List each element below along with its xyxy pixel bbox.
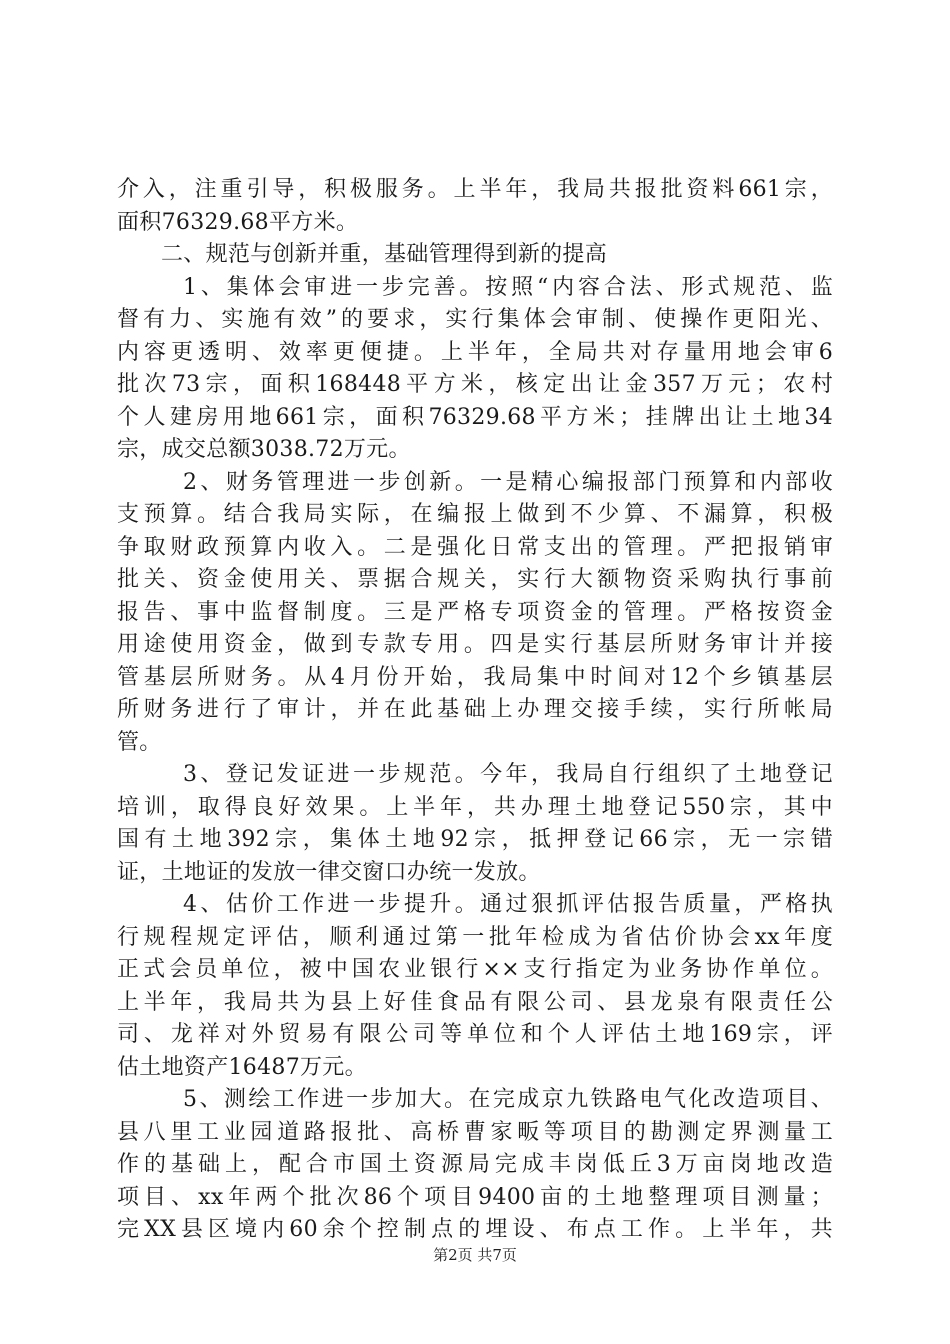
text-line: 内容更透明、效率更便捷。上半年，全局共对存量用地会审6 [117,339,833,365]
text-line: 作的基础上，配合市国土资源局完成丰岗低丘3万亩岗地改造 [117,1152,833,1177]
text-line: 介入，注重引导，积极服务。上半年，我局共报批资料661宗， [117,177,833,202]
text-line: 行规程规定评估，顺利通过第一批年检成为省估价协会xx年度 [117,924,833,950]
text-line: 支预算。结合我局实际，在编报上做到不少算、不漏算，积极 [117,502,833,527]
text-line: 项目、xx年两个批次86个项目9400亩的土地整理项目测量； [117,1184,833,1210]
text-line: 估土地资产16487万元。 [117,1054,367,1080]
text-line: 司、龙祥对外贸易有限公司等单位和个人评估土地169宗，评 [117,1022,833,1047]
text-line: 1、集体会审进一步完善。按照“内容合法、形式规范、监 [183,274,833,300]
text-line: 县八里工业园道路报批、高桥曹家畈等项目的勘测定界测量工 [117,1119,833,1145]
text-line: 督有力、实施有效”的要求，实行集体会审制、使操作更阳光、 [117,307,833,332]
text-line: 所财务进行了审计，并在此基础上办理交接手续，实行所帐局 [117,697,833,722]
text-line: 2、财务管理进一步创新。一是精心编报部门预算和内部收 [183,469,833,495]
section-heading: 二、规范与创新并重，基础管理得到新的提高 [161,242,608,267]
text-line: 管。 [117,729,162,755]
text-line: 3、登记发证进一步规范。今年，我局自行组织了土地登记 [183,762,833,787]
text-line: 正式会员单位，被中国农业银行××支行指定为业务协作单位。 [117,957,833,982]
text-line: 5、测绘工作进一步加大。在完成京九铁路电气化改造项目、 [183,1087,833,1112]
text-line: 批次73宗，面积168448平方米，核定出让金357万元；农村 [117,372,833,397]
text-line: 用途使用资金，做到专款专用。四是实行基层所财务审计并接 [117,632,833,657]
document-body [117,174,833,1247]
text-line: 国有土地392宗，集体土地92宗，抵押登记66宗，无一宗错 [117,827,833,852]
text-line: 个人建房用地661宗，面积76329.68平方米；挂牌出让土地34 [117,404,833,430]
text-line: 上半年，我局共为县上好佳食品有限公司、县龙泉有限责任公 [117,989,833,1015]
text-line: 面积76329.68平方米。 [117,209,359,235]
text-line: 证，土地证的发放一律交窗口办统一发放。 [117,859,541,885]
text-line: 培训，取得良好效果。上半年，共办理土地登记550宗，其中 [117,794,833,820]
text-line: 管基层所财务。从4月份开始，我局集中时间对12个乡镇基层 [117,664,833,690]
text-line: 宗，成交总额3038.72万元。 [117,437,411,462]
text-line: 4、估价工作进一步提升。通过狠抓评估报告质量，严格执 [183,892,833,917]
text-line: 完XX县区境内60余个控制点的埋设、布点工作。上半年，共 [117,1217,833,1242]
page-footer [0,1244,950,1265]
text-line: 报告、事中监督制度。三是严格专项资金的管理。严格按资金 [117,599,833,625]
page-number-text: 第2页 共7页 [433,1246,517,1264]
text-line: 批关、资金使用关、票据合规关，实行大额物资采购执行事前 [117,567,833,592]
text-line: 争取财政预算内收入。二是强化日常支出的管理。严把报销审 [117,534,833,560]
